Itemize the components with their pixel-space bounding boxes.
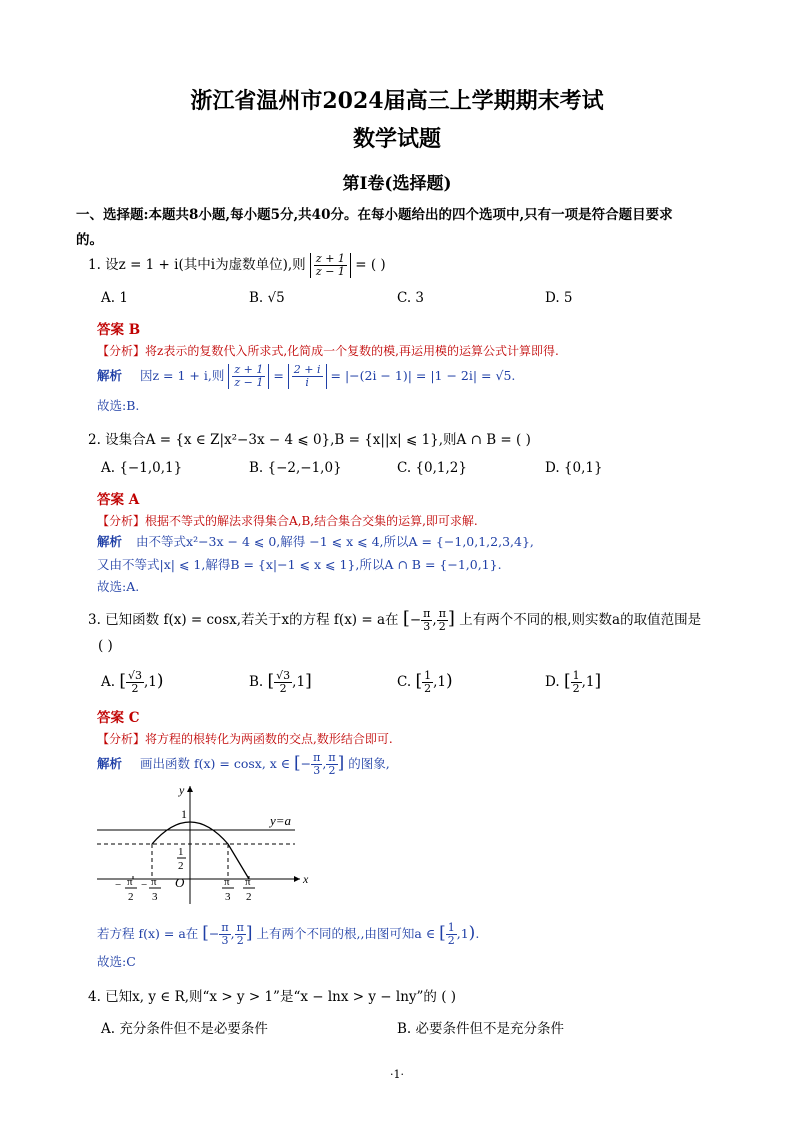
y-tick-one: 1 [181,807,187,821]
q4-option-b: B. 必要条件但不是充分条件 [397,1021,565,1037]
x-tick-neg-pi-3-sign: − [141,879,148,891]
y-tick-half-num: 1 [178,846,184,858]
y-axis-label: y [179,783,185,797]
q3-analysis: 【分析】将方程的根转化为两函数的交点,数形结合即可. [97,732,393,746]
q2-answer: 答案 A [97,492,140,508]
question-4-stem: 4. 已知x, y ∈ R,则“x > y > 1”是“x − lnx > y − lny”的 ( ) [88,989,457,1005]
part-heading: 第Ⅰ卷(选择题) [342,174,452,194]
x-tick-neg-pi-2-num: π [127,876,133,888]
q3-option-b: B. [ $\frac{√3}{2}$ ,1] [249,669,312,695]
q1-option-c: C. 3 [397,290,425,306]
q4-option-a: A. 充分条件但不是必要条件 [101,1021,268,1037]
q1-analysis: 【分析】将z表示的复数代入所求式,化简成一个复数的模,再运用模的运算公式计算即得. [97,344,559,358]
q1-stem-tail: = ( ) [355,257,386,273]
question-1-stem [88,253,386,278]
q3-stem-paren: ( ) [98,638,113,654]
q3-choice: 故选:C [97,954,136,969]
q2-option-a: A. {−1,0,1} [101,460,183,476]
x-tick-neg-pi-2-sign: − [115,879,122,891]
q3-solution-intro: 解析 画出函数 f(x) = cosx, x ∈ [− $\frac{\pi}{3}$ , $\frac{\pi}{2}$ ] 的图象, [97,751,390,777]
cosine-graph [95,782,310,907]
q1-stem-text: 1. 设z = 1 + i(其中i为虚数单位),则 [88,257,306,273]
q1-abs-fraction: $\frac{z + 1}{z - 1}$ [310,253,351,278]
q1-solution: 解析 因z = 1 + i,则 $\frac{z + 1}{z - 1}$ = $\frac{2 + i}{i}$ = |−(2i − 1)| = |1 − 2i| = √5. [97,363,516,389]
q3-option-a: A. [ $\frac{√3}{2}$ ,1) [101,669,164,695]
x-tick-pi-3-num: π [224,876,230,888]
page-number: ·1· [390,1068,404,1081]
y-axis-arrow [187,786,193,792]
q3-answer: 答案 C [97,710,140,726]
y-equals-a-label: y=a [270,813,292,828]
question-3-stem: 3. 已知函数 f(x) = cosx,若关于x的方程 f(x) = a在 [− $\frac{\pi}{3}$ , $\frac{\pi}{2}$ ] 上有两个不同的根,则实数a的取值范围是 [88,607,702,633]
q2-choice: 故选:A. [97,579,140,594]
q1-option-b: B. √5 [249,290,285,306]
x-tick-neg-pi-3-den: 3 [152,891,158,903]
x-axis-label: x [303,872,309,886]
q2-option-d: D. {0,1} [545,460,603,476]
x-tick-pi-2-num: π [245,876,251,888]
q1-option-a: A. 1 [101,290,128,306]
q1-answer: 答案 B [97,322,141,338]
q3-solution-conclusion: 若方程 f(x) = a在 [− $\frac{\pi}{3}$ , $\frac{\pi}{2}$ ] 上有两个不同的根,,由图可知a ∈ [ $\frac{1}{2}$ ,1). [97,921,480,947]
q3-option-d: D. [ $\frac{1}{2}$ ,1] [545,669,602,695]
document-subtitle: 数学试题 [352,126,441,152]
q2-solution-line1: 解析 由不等式x²−3x − 4 ⩽ 0,解得 −1 ⩽ x ⩽ 4,所以A = {−1,0,1,2,3,4}, [97,534,534,549]
question-2-stem: 2. 设集合A = {x ∈ Z|x²−3x − 4 ⩽ 0},B = {x||x| ⩽ 1},则A ∩ B = ( ) [88,432,531,448]
x-axis-arrow [294,876,300,882]
y-tick-half-den: 2 [178,860,184,872]
cos-curve [152,822,249,879]
q2-option-b: B. {−2,−1,0} [249,460,342,476]
q1-option-d: D. 5 [545,290,573,306]
section-instruction-line2: 的。 [76,232,103,248]
x-tick-neg-pi-2-den: 2 [128,891,134,903]
document-title: 浙江省温州市2024届高三上学期期末考试 [190,88,604,114]
q2-solution-line2: 又由不等式|x| ⩽ 1,解得B = {x|−1 ⩽ x ⩽ 1},所以A ∩ B = {−1,0,1}. [97,557,502,572]
q1-choice: 故选:B. [97,398,140,413]
x-tick-pi-2-den: 2 [246,891,252,903]
origin-label: O [175,875,185,890]
x-tick-neg-pi-3-num: π [151,876,157,888]
q2-analysis: 【分析】根据不等式的解法求得集合A,B,结合集合交集的运算,即可求解. [97,514,478,528]
q2-option-c: C. {0,1,2} [397,460,467,476]
x-tick-pi-3-den: 3 [225,891,231,903]
q3-option-c: C. [ $\frac{1}{2}$ ,1) [397,669,453,695]
section-instruction-line1: 一、选择题:本题共8小题,每小题5分,共40分。在每小题给出的四个选项中,只有一项是符合题目要求 [76,207,673,223]
